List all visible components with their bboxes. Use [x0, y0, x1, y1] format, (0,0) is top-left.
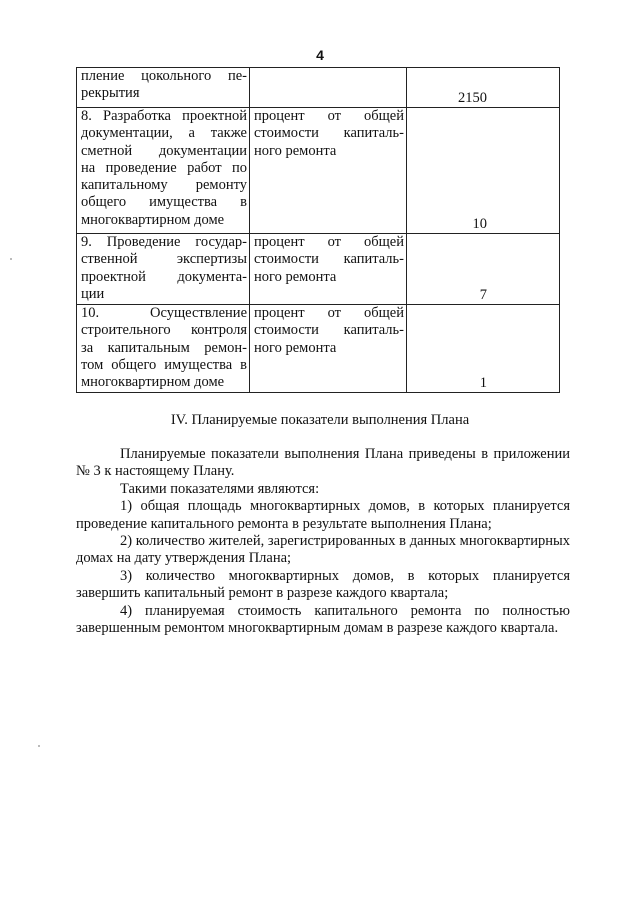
table-row — [77, 234, 560, 305]
paragraph-4: 2) количество жителей, зарегистрированных в данных многоквартирных домах на дату утверждения Плана; — [76, 533, 570, 567]
value-text: 2150 — [458, 89, 487, 106]
unit-line: стоимости капиталь- — [254, 322, 404, 339]
value-text: 10 — [472, 215, 487, 232]
work-type-line: 9. Проведение государ- — [81, 234, 247, 250]
work-type-line: документации, а также — [81, 125, 247, 142]
unit-line: ного ремонта — [254, 268, 337, 285]
work-type-cell — [77, 305, 250, 393]
work-type-line: многоквартирном доме — [81, 374, 225, 391]
paragraph-3: 1) общая площадь многоквартирных домов, в которых планируется проведение капитального ремонта в результате выполнения Плана; — [76, 498, 570, 532]
work-type-line: 10. Осуществление — [81, 305, 247, 321]
work-type-line: проектной документа- — [81, 268, 247, 285]
work-type-line: сметной документации — [81, 142, 247, 159]
work-type-line: многоквартирном доме — [81, 211, 225, 228]
work-type-cell — [77, 68, 250, 108]
paragraph-2: Такими показателями являются: — [120, 480, 320, 497]
unit-line: процент от общей — [254, 234, 404, 250]
value-cell — [407, 234, 560, 305]
value-text: 7 — [479, 286, 487, 303]
table-row — [77, 68, 560, 108]
work-type-cell — [77, 234, 250, 305]
page-number: 4 — [316, 47, 324, 63]
unit-cell — [250, 108, 407, 234]
unit-line: процент от общей — [254, 108, 404, 124]
section-title: IV. Планируемые показатели выполнения Плана — [170, 412, 470, 428]
work-type-line: ции — [81, 285, 105, 302]
unit-cell — [250, 305, 407, 393]
unit-line: ного ремонта — [254, 339, 337, 356]
value-text: 1 — [479, 374, 487, 391]
scan-speck — [10, 258, 12, 260]
paragraph-5: 3) количество многоквартирных домов, в которых планируется завершить капитальный ремонт в разрезе каждого квартала; — [76, 567, 570, 602]
work-type-line: ственной экспертизы — [81, 251, 247, 268]
work-type-line: на проведение работ по — [81, 159, 247, 176]
work-type-line: за капитальным ремон- — [81, 339, 247, 356]
table-row — [77, 305, 560, 393]
unit-line: стоимости капиталь- — [254, 125, 404, 142]
work-type-line: пление цокольного пе- — [81, 68, 247, 84]
paragraph-6: 4) планируемая стоимость капитального ремонта по полностью завершенным ремонтом многоквартирным домам в разрезе каждого квартала. — [76, 602, 570, 637]
work-type-line: общего имущества в — [81, 194, 247, 211]
work-type-cell — [77, 108, 250, 234]
table-row — [77, 108, 560, 234]
unit-line: процент от общей — [254, 305, 404, 321]
work-type-line: том общего имущества в — [81, 356, 247, 373]
indicators-table — [76, 67, 560, 393]
paragraph-1: Планируемые показатели выполнения Плана приведены в приложении № 3 к настоящему Плану. — [76, 446, 570, 480]
unit-line: стоимости капиталь- — [254, 251, 404, 268]
unit-cell — [250, 68, 407, 108]
work-type-line: капитальному ремонту — [81, 177, 247, 194]
value-cell — [407, 68, 560, 108]
work-type-line: строительного контроля — [81, 322, 247, 339]
unit-line: ного ремонта — [254, 142, 337, 159]
value-cell — [407, 108, 560, 234]
section-body — [76, 446, 570, 637]
work-type-line: рекрытия — [81, 85, 140, 102]
scan-speck — [38, 745, 40, 747]
value-cell — [407, 305, 560, 393]
unit-cell — [250, 234, 407, 305]
work-type-line: 8. Разработка проектной — [81, 108, 247, 124]
